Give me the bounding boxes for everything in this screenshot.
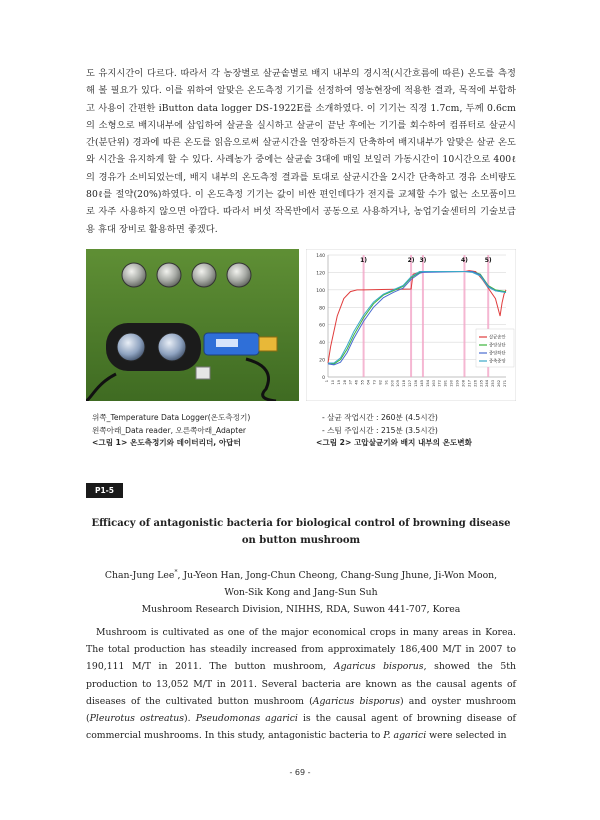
- figure2-caption-line2: - 스팀 주입시간 : 215분 (3.5시간): [322, 425, 438, 435]
- x-tick-label: 172: [437, 380, 442, 387]
- x-tick-label: 82: [378, 380, 383, 385]
- x-tick-label: 64: [366, 380, 371, 385]
- phase-marker-label: 1): [360, 257, 368, 264]
- y-tick-label: 0: [322, 376, 325, 381]
- x-tick-label: 10: [330, 380, 335, 385]
- phase-marker-label: 2): [407, 257, 415, 264]
- session-badge: P1-5: [86, 483, 123, 498]
- logger-photo: [86, 249, 299, 401]
- x-tick-label: 100: [390, 380, 395, 387]
- legend-label: 중축중앙: [489, 359, 506, 365]
- x-tick-label: 226: [473, 380, 478, 387]
- phase-marker-label: 5): [484, 257, 492, 264]
- authors-line1: [86, 564, 516, 584]
- x-tick-label: 145: [419, 380, 424, 387]
- x-tick-label: 199: [455, 380, 460, 387]
- first-author: Chan-Jung Lee: [104, 570, 175, 582]
- x-tick-label: 55: [360, 380, 365, 385]
- x-tick-label: 73: [372, 380, 377, 385]
- phase-marker-label: 4): [461, 257, 468, 264]
- legend-label: 살균솥안: [489, 335, 506, 341]
- y-tick-label: 120: [316, 271, 325, 277]
- y-tick-label: 80: [319, 306, 325, 312]
- corresponding-mark: *: [174, 569, 178, 576]
- x-tick-label: 217: [467, 380, 472, 387]
- x-tick-label: 46: [354, 380, 359, 385]
- x-tick-label: 19: [336, 380, 341, 385]
- x-tick-label: 262: [497, 380, 502, 387]
- x-tick-label: 91: [384, 380, 389, 385]
- korean-body-text: [86, 65, 516, 238]
- y-tick-label: 40: [319, 341, 325, 347]
- paper-title-line2: on button mushroom: [241, 535, 361, 546]
- x-tick-label: 136: [414, 380, 418, 387]
- figure2-caption: [316, 412, 521, 450]
- authors-line2: Won-Sik Kong and Jang-Sun Suh: [224, 587, 378, 599]
- legend-label: 중앙하단: [489, 351, 506, 357]
- author-block: [86, 564, 516, 618]
- affiliation: Mushroom Research Division, NIHHS, RDA, Suwon 441-707, Korea: [141, 604, 461, 616]
- chart-legend: [476, 329, 514, 367]
- figure1-caption-line2: 왼쪽아래_Data reader, 오른쪽아래_Adapter: [92, 425, 247, 435]
- x-tick-label: 235: [479, 380, 484, 387]
- legend-label: 중앙상단: [489, 343, 506, 349]
- x-tick-label: 37: [348, 380, 353, 385]
- figure2-caption-line1: - 살균 작업시간 : 260분 (4.5시간): [322, 413, 438, 422]
- abstract-paragraph: Mushroom is cultivated as one of the major economical crops in many areas in Korea. The total production has steadily increased from approximately 186,400 M/T in 2007 to 190,111 M/T in 2011. The button mushroom, Agaricus bisporus, showed the 5th production to 13,052 M/T in 2011. Several bacteria are known as the causal agents of diseases of the cultivated button mushroom (Agaricus bisporus) and oyster mushroom (Pleurotus ostreatus). Pseudomonas agarici is the causal agent of browning disease of commercial mushrooms. In this study, antagonistic bacteria to P. agarici were selected in: [86, 627, 517, 742]
- x-tick-label: 118: [402, 380, 407, 387]
- x-tick-label: 181: [443, 380, 448, 387]
- y-tick-label: 60: [319, 323, 325, 329]
- y-tick-label: 100: [316, 288, 325, 294]
- figures-row: [86, 249, 516, 447]
- y-tick-label: 140: [316, 254, 325, 259]
- x-tick-label: 190: [449, 380, 454, 387]
- x-tick-label: 1: [325, 380, 329, 383]
- korean-paragraph: 도 유지시간이 다르다. 따라서 각 농장별로 살균솥별로 배지 내부의 경시적(시간흐름에 따른) 온도를 측정해 볼 필요가 있다. 이를 위하여 알맞은 온도측정 기기를 선정하여 영농현장에 적용한 결과, 목적에 부합하고 사용이 간편한 iButton data logger DS-1922E를 소개하였다. 이 기기는 직경 1.7cm, 두께 0.6cm의 소형으로 배지내부에 삽입하여 살균을 실시하고 살균이 끝난 후에는 기기를 회수하여 컴퓨터로 살균시간(분단위) 경과에 따른 온도를 읽음으로써 살균시간을 연장하든지 단축하여 배지내부가 알맞은 살균 온도와 시간을 유지하게 할 수 있다. 사례농가 중에는 살균솥 3대에 매일 보일러 가동시간이 10시간으로 400ℓ의 경유가 소비되었는데, 배지 내부의 온도측정 결과를 토대로 살균시간을 2시간 단축하고 경유 소비량도 80ℓ를 절약(20%)하였다. 이 온도측정 기기는 값이 비싼 편인데다가 전지를 교체할 수가 없는 소모품이므로 자주 사용하지 않으면 아깝다. 따라서 버섯 작목반에서 공동으로 사용하거나, 농업기술센터의 기술보급용 휴대 장비로 활용하면 좋겠다.: [86, 68, 516, 235]
- paper-title-line1: Efficacy of antagonistic bacteria for biological control of browning disease: [91, 518, 511, 529]
- abstract: [86, 624, 516, 744]
- paper-title: [86, 515, 516, 549]
- y-tick-label: 20: [319, 358, 325, 364]
- figure2-caption-title: <그림 2> 고압살균기와 배지 내부의 온도변화: [316, 438, 472, 447]
- x-tick-label: 271: [503, 380, 507, 387]
- phase-marker-label: 3): [419, 257, 427, 264]
- x-tick-label: 163: [431, 380, 436, 387]
- x-tick-label: 154: [425, 380, 430, 387]
- x-tick-label: 208: [461, 380, 466, 387]
- temperature-chart: [306, 249, 516, 401]
- x-tick-label: 109: [396, 380, 401, 387]
- figure1-caption-title: <그림 1> 온도측정기와 데이터리더, 아답터: [92, 438, 241, 447]
- x-tick-label: 244: [485, 380, 490, 387]
- coauthors-1: , Ju-Yeon Han, Jong-Chun Cheong, Chang-Sung Jhune, Ji-Won Moon,: [177, 570, 498, 582]
- figure1-caption: [92, 412, 302, 450]
- x-tick-label: 253: [491, 380, 496, 387]
- figure1-caption-line1: 위쪽_Temperature Data Logger(온도측정기): [92, 413, 251, 422]
- page-number: - 69 -: [289, 768, 311, 777]
- x-tick-label: 28: [342, 380, 347, 385]
- x-tick-label: 127: [408, 380, 413, 387]
